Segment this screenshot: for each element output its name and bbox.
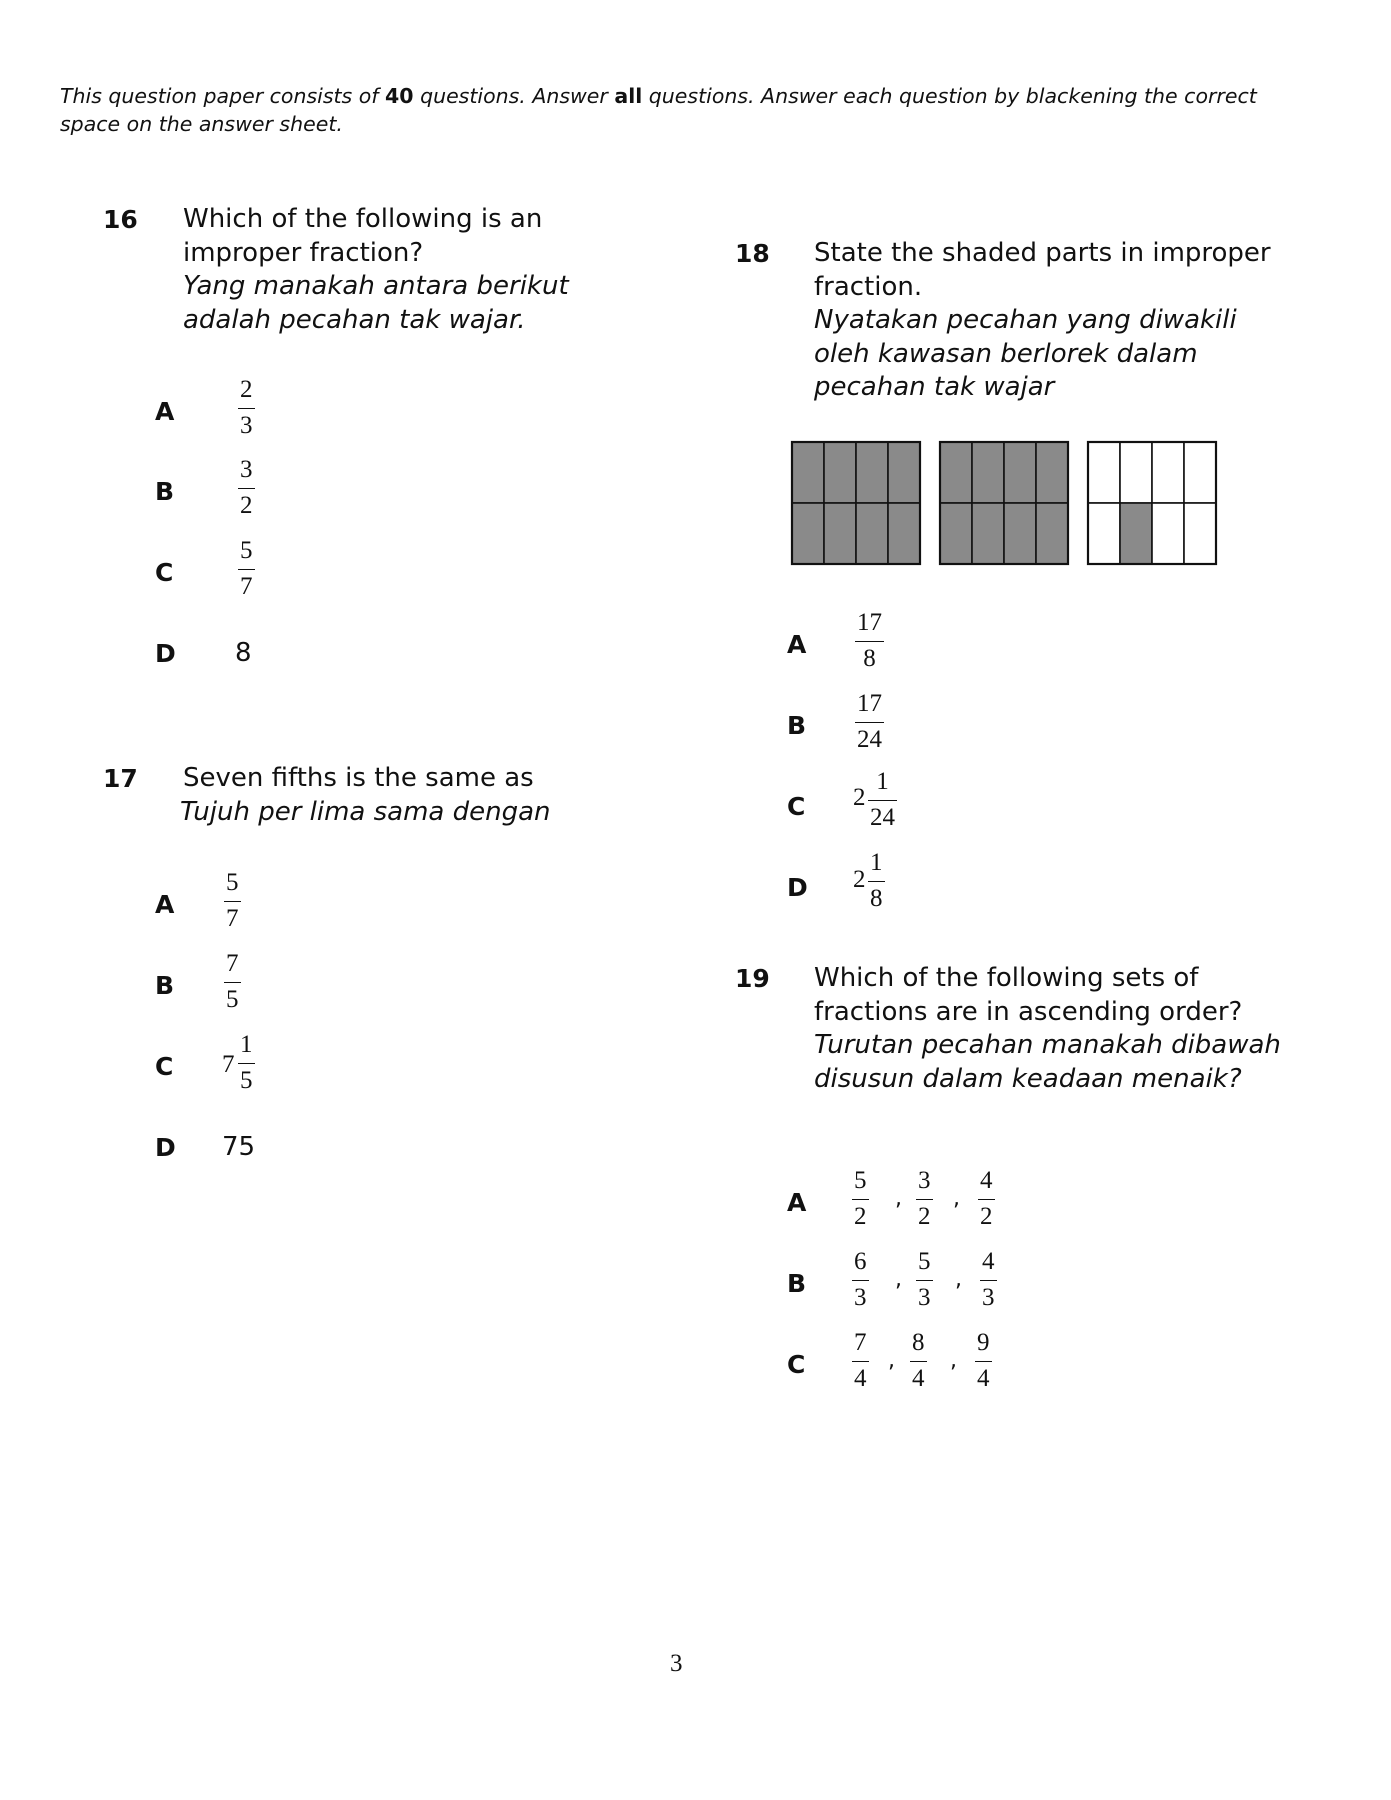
denominator: 24 — [857, 726, 882, 753]
q18-option-b-fraction[interactable] — [855, 690, 884, 754]
question-19-text — [814, 962, 1294, 1096]
numerator: 17 — [857, 690, 882, 717]
q18-option-c-letter[interactable]: C — [787, 792, 806, 821]
fraction-bar — [238, 408, 255, 409]
q18-option-c-whole[interactable]: 2 — [853, 784, 866, 811]
shaded-cell — [856, 442, 888, 503]
fraction-bar — [855, 641, 884, 642]
denominator: 4 — [977, 1365, 990, 1392]
q17-option-b-letter[interactable]: B — [155, 971, 175, 1000]
numerator: 7 — [854, 1329, 867, 1356]
q16-option-c-letter[interactable]: C — [155, 558, 174, 587]
numerator: 2 — [240, 376, 253, 403]
question-19-text-en: Which of the following sets of fractions are in ascending order? — [814, 963, 1243, 1027]
denominator: 8 — [870, 885, 883, 912]
q18-option-c-fraction[interactable] — [868, 768, 897, 832]
q19-option-b-letter[interactable]: B — [787, 1269, 807, 1298]
numerator: 8 — [912, 1329, 925, 1356]
q18-option-a-letter[interactable]: A — [787, 630, 807, 659]
numerator: 1 — [870, 849, 883, 876]
question-16-text-en: Which of the following is an improper fraction? — [183, 204, 543, 268]
denominator: 5 — [240, 1067, 253, 1094]
fraction-bar — [852, 1199, 869, 1200]
shaded-cell — [856, 503, 888, 564]
shaded-cell — [940, 503, 972, 564]
q19-option-c-fraction-1[interactable] — [852, 1329, 869, 1393]
shaded-cell — [972, 442, 1004, 503]
instructions-text: questions. Answer each question by blackening the correct space on the answer sheet. — [60, 84, 1257, 136]
page-number: 3 — [670, 1650, 683, 1677]
unshaded-cell — [1152, 503, 1184, 564]
fraction-bar — [238, 1063, 255, 1064]
separator-comma: , — [950, 1348, 957, 1373]
numerator: 7 — [226, 950, 239, 977]
q19-option-b-fraction-2[interactable] — [916, 1248, 933, 1312]
separator-comma: , — [895, 1267, 902, 1292]
q19-option-a-fraction-1[interactable] — [852, 1167, 869, 1231]
question-19-number: 19 — [735, 964, 770, 993]
instructions-text: This question paper consists of — [60, 84, 386, 108]
q16-option-b-letter[interactable]: B — [155, 477, 175, 506]
numerator: 3 — [918, 1167, 931, 1194]
denominator: 4 — [854, 1365, 867, 1392]
unshaded-cell — [1120, 442, 1152, 503]
denominator: 3 — [918, 1284, 931, 1311]
shaded-cell — [1004, 503, 1036, 564]
shaded-cell — [888, 503, 920, 564]
q19-option-a-fraction-2[interactable] — [916, 1167, 933, 1231]
numerator: 5 — [240, 537, 253, 564]
instructions-text: questions. Answer — [413, 84, 615, 108]
numerator: 5 — [226, 869, 239, 896]
fraction-bar — [975, 1361, 992, 1362]
fraction-bar — [868, 800, 897, 801]
q19-option-c-letter[interactable]: C — [787, 1350, 806, 1379]
q19-option-a-fraction-3[interactable] — [978, 1167, 995, 1231]
question-16-text — [183, 203, 613, 337]
fraction-grid-1 — [792, 442, 920, 564]
denominator: 5 — [226, 986, 239, 1013]
instructions — [60, 82, 1260, 138]
question-18-text-en: State the shaded parts in improper fraction. — [814, 238, 1271, 302]
denominator: 7 — [226, 905, 239, 932]
separator-comma: , — [955, 1267, 962, 1292]
unshaded-cell — [1088, 503, 1120, 564]
q16-option-a-letter[interactable]: A — [155, 397, 175, 426]
question-count: 40 — [385, 84, 414, 108]
question-17-text-en: Seven fifths is the same as — [183, 763, 534, 793]
q17-option-b-fraction[interactable] — [224, 950, 241, 1014]
q16-option-a-fraction[interactable] — [238, 376, 255, 440]
denominator: 2 — [240, 492, 253, 519]
q19-option-c-fraction-2[interactable] — [910, 1329, 927, 1393]
q17-option-c-whole[interactable]: 7 — [222, 1051, 235, 1078]
q19-option-c-fraction-3[interactable] — [975, 1329, 992, 1393]
denominator: 8 — [863, 645, 876, 672]
fraction-bar — [238, 488, 255, 489]
unshaded-cell — [1088, 442, 1120, 503]
fraction-bar — [980, 1280, 997, 1281]
shaded-cell — [940, 442, 972, 503]
fraction-grid-2 — [940, 442, 1068, 564]
fraction-bar — [868, 881, 885, 882]
denominator: 2 — [854, 1203, 867, 1230]
q18-option-a-fraction[interactable] — [855, 609, 884, 673]
numerator: 1 — [240, 1031, 253, 1058]
shaded-cell — [824, 503, 856, 564]
question-18-text — [814, 237, 1294, 405]
numerator: 5 — [918, 1248, 931, 1275]
denominator: 7 — [240, 573, 253, 600]
numerator: 4 — [980, 1167, 993, 1194]
q18-option-b-letter[interactable]: B — [787, 711, 807, 740]
q16-option-c-fraction[interactable] — [238, 537, 255, 601]
q18-option-d-fraction[interactable] — [868, 849, 885, 913]
q17-option-a-letter[interactable]: A — [155, 890, 175, 919]
numerator: 9 — [977, 1329, 990, 1356]
question-17-number: 17 — [103, 764, 138, 793]
separator-comma: , — [953, 1186, 960, 1211]
q19-option-b-fraction-1[interactable] — [852, 1248, 869, 1312]
q16-option-d-value[interactable]: 8 — [235, 638, 252, 668]
numerator: 17 — [857, 609, 882, 636]
q17-option-d-value[interactable]: 75 — [222, 1132, 256, 1162]
fraction-bar — [910, 1361, 927, 1362]
unshaded-cell — [1184, 442, 1216, 503]
fraction-bar — [224, 982, 241, 983]
fraction-bar — [916, 1199, 933, 1200]
denominator: 4 — [912, 1365, 925, 1392]
unshaded-cell — [1184, 503, 1216, 564]
question-17-text — [180, 762, 623, 829]
denominator: 3 — [240, 412, 253, 439]
question-18-text-ms: Nyatakan pecahan yang diwakili oleh kawasan berlorek dalam pecahan tak wajar — [814, 305, 1237, 402]
q17-option-c-letter[interactable]: C — [155, 1052, 174, 1081]
q17-option-c-fraction[interactable] — [238, 1031, 255, 1095]
q18-option-d-whole[interactable]: 2 — [853, 866, 866, 893]
fraction-bar — [978, 1199, 995, 1200]
fraction-bar — [916, 1280, 933, 1281]
denominator: 2 — [918, 1203, 931, 1230]
fraction-bar — [224, 901, 241, 902]
q17-option-a-fraction[interactable] — [224, 869, 241, 933]
instructions-emphasis: all — [614, 84, 643, 108]
shaded-cell — [824, 442, 856, 503]
shaded-cell — [972, 503, 1004, 564]
q17-option-d-letter[interactable]: D — [155, 1133, 176, 1162]
fraction-grid-3 — [1088, 442, 1216, 564]
q19-option-a-letter[interactable]: A — [787, 1188, 807, 1217]
q18-option-d-letter[interactable]: D — [787, 873, 808, 902]
fraction-bar — [855, 722, 884, 723]
q19-option-b-fraction-3[interactable] — [980, 1248, 997, 1312]
shaded-cell — [1036, 503, 1068, 564]
question-19-text-ms: Turutan pecahan manakah dibawah disusun dalam keadaan menaik? — [814, 1030, 1281, 1094]
question-17-text-ms: Tujuh per lima sama dengan — [180, 796, 551, 827]
shaded-cell — [792, 503, 824, 564]
numerator: 4 — [982, 1248, 995, 1275]
denominator: 3 — [982, 1284, 995, 1311]
unshaded-cell — [1152, 442, 1184, 503]
q16-option-d-letter[interactable]: D — [155, 639, 176, 668]
question-16-number: 16 — [103, 205, 138, 234]
shaded-grids-figure — [790, 440, 1230, 570]
fraction-bar — [852, 1361, 869, 1362]
shaded-cell — [1004, 442, 1036, 503]
denominator: 2 — [980, 1203, 993, 1230]
numerator: 1 — [876, 768, 889, 795]
separator-comma: , — [888, 1348, 895, 1373]
shaded-cell — [792, 442, 824, 503]
numerator: 6 — [854, 1248, 867, 1275]
question-18-number: 18 — [735, 239, 770, 268]
numerator: 3 — [240, 456, 253, 483]
q16-option-b-fraction[interactable] — [238, 456, 255, 520]
fraction-bar — [852, 1280, 869, 1281]
denominator: 3 — [854, 1284, 867, 1311]
separator-comma: , — [895, 1186, 902, 1211]
denominator: 24 — [870, 804, 895, 831]
question-16-text-ms: Yang manakah antara berikut adalah pecahan tak wajar. — [183, 271, 569, 335]
numerator: 5 — [854, 1167, 867, 1194]
shaded-cell — [1120, 503, 1152, 564]
shaded-cell — [1036, 442, 1068, 503]
shaded-cell — [888, 442, 920, 503]
fraction-bar — [238, 569, 255, 570]
